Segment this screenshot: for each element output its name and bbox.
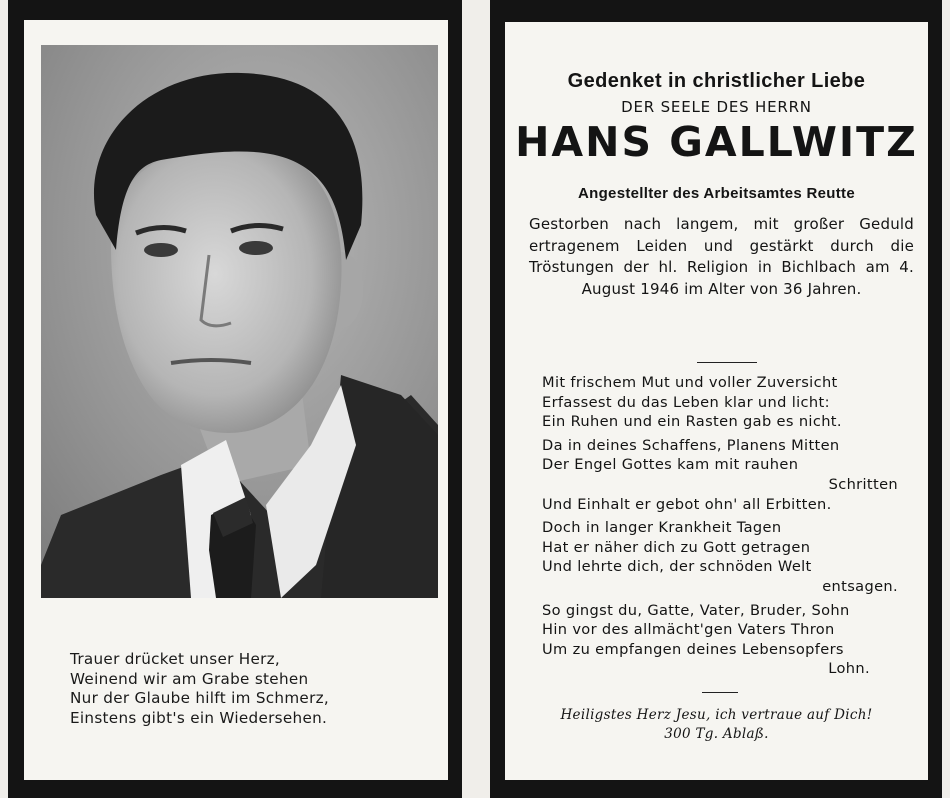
memorial-poem — [542, 373, 918, 683]
prayer-line: Heiligstes Herz Jesu, ich vertraue auf Dich! — [560, 707, 873, 723]
divider — [702, 692, 738, 693]
memorial-card-right — [490, 0, 942, 798]
memorial-subheading: DER SEELE DES HERRN — [621, 98, 812, 116]
deceased-name: HANS GALLWITZ — [515, 118, 918, 166]
deceased-occupation: Angestellter des Arbeitsamtes Reutte — [578, 185, 855, 202]
portrait-photo — [41, 45, 438, 598]
poem-line: So gingst du, Gatte, Vater, Bruder, Sohn — [542, 601, 850, 619]
memorial-card-left — [8, 0, 462, 798]
card-right-paper — [505, 22, 928, 780]
poem-line: Hin vor des allmächt'gen Vaters Thron — [542, 621, 835, 639]
poem-line: Um zu empfangen deines Lebensopfers — [542, 640, 844, 658]
poem-line: Der Engel Gottes kam mit rauhen — [542, 456, 799, 474]
poem-line: Und Einhalt er gebot ohn' all Erbitten. — [542, 495, 832, 513]
poem-line: Lohn. — [828, 660, 870, 678]
poem-stanza — [542, 373, 918, 432]
poem-stanza — [542, 518, 918, 596]
poem-line: Schritten — [828, 475, 898, 493]
poem-stanza — [542, 601, 918, 679]
prayer-block — [505, 706, 928, 744]
verse-line: Weinend wir am Grabe stehen — [70, 669, 309, 688]
poem-line: Doch in langer Krankheit Tagen — [542, 519, 782, 537]
poem-line: entsagen. — [822, 577, 898, 595]
verse-line: Nur der Glaube hilft im Schmerz, — [70, 689, 330, 708]
poem-line: Da in deines Schaffens, Planens Mitten — [542, 436, 840, 454]
poem-line: Und lehrte dich, der schnöden Welt — [542, 558, 812, 576]
poem-line: Hat er näher dich zu Gott getragen — [542, 538, 811, 556]
verse-line: Einstens gibt's ein Wiedersehen. — [70, 708, 328, 727]
memorial-heading: Gedenket in christlicher Liebe — [567, 70, 866, 92]
poem-line: Ein Ruhen und ein Rasten gab es nicht. — [542, 413, 842, 431]
verse-line: Trauer drücket unser Herz, — [70, 650, 281, 668]
poem-line: Mit frischem Mut und voller Zuversicht — [542, 374, 838, 391]
indulgence-line: 300 Tg. Ablaß. — [664, 726, 769, 742]
card-left-paper — [24, 20, 448, 780]
divider — [697, 362, 757, 363]
consolation-verse — [70, 650, 430, 728]
death-notice-text: Gestorben nach langem, mit großer Geduld ertragenem Leiden und gestärkt durch die Tröstungen der hl. Religion in Bichlbach am 4. August 1946 im Alter von 36 Jahren. — [529, 215, 914, 298]
poem-line: Erfassest du das Leben klar und licht: — [542, 393, 830, 411]
poem-stanza — [542, 436, 918, 514]
